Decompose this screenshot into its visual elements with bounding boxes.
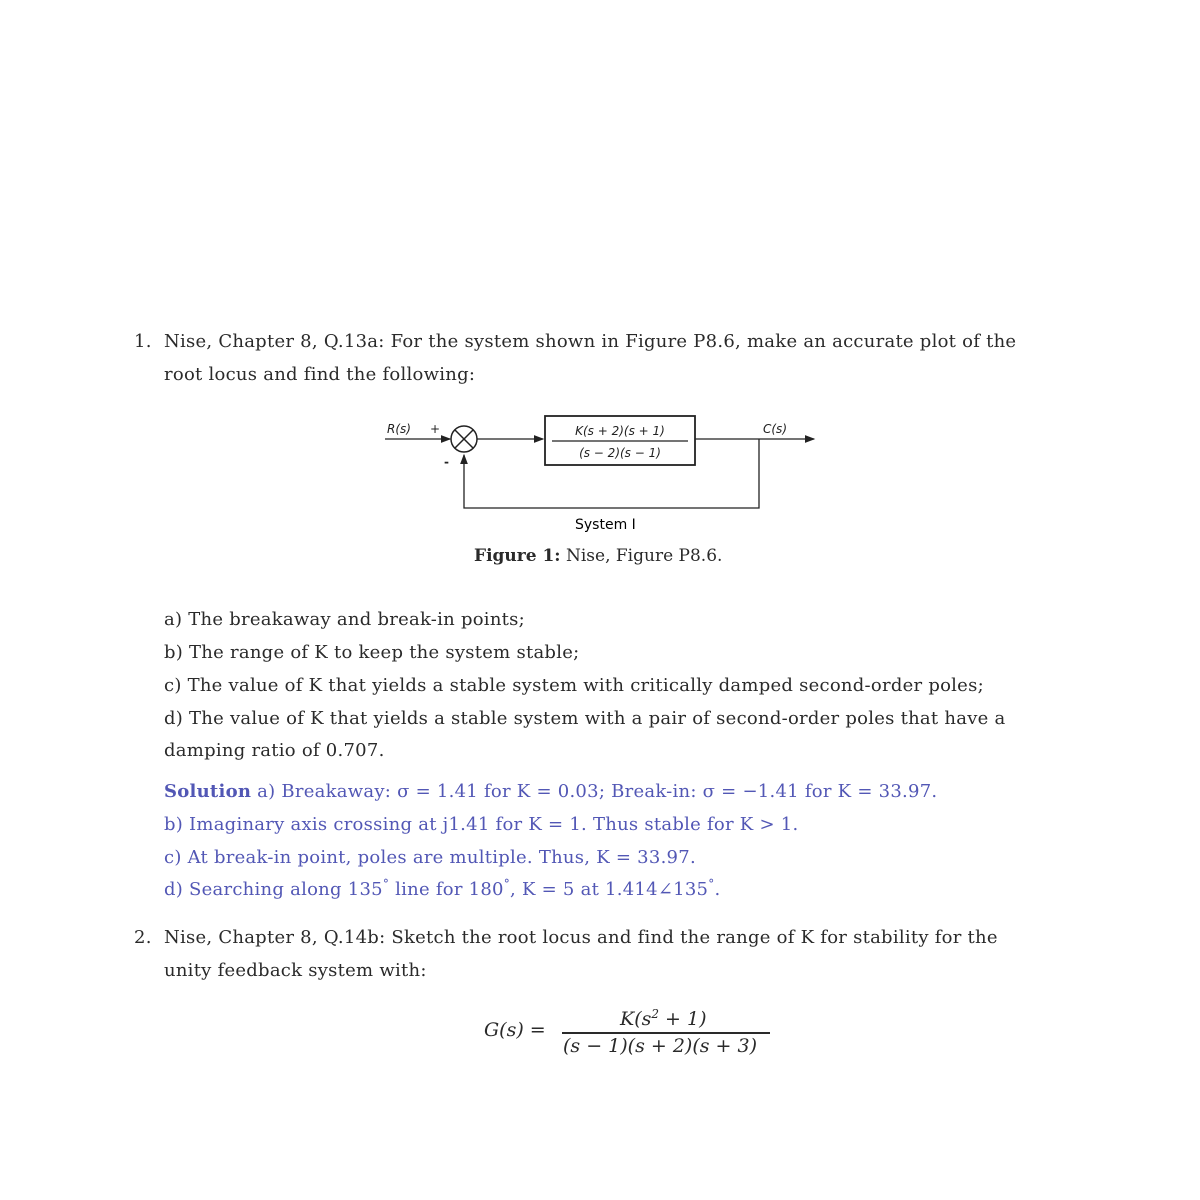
numerator-exponent: 2 <box>651 1007 659 1021</box>
solution-d-mid: line for 180 <box>389 879 504 900</box>
numerator-post: + 1) <box>659 1008 707 1030</box>
figure-caption <box>474 546 722 566</box>
q1-number: 1. <box>134 331 152 352</box>
degree-sign: ° <box>503 877 511 891</box>
r-label: R(s) <box>387 422 411 436</box>
part-d-line1: d) The value of K that yields a stable system with a pair of second-order poles that have a <box>164 708 1006 729</box>
block-numerator: K(s + 2)(s + 1) <box>575 424 665 438</box>
c-label: C(s) <box>763 422 787 436</box>
solution-d-pre: d) Searching along 135 <box>164 879 383 900</box>
plus-sign: + <box>430 422 441 436</box>
q2-number: 2. <box>134 927 152 948</box>
block-diagram <box>380 408 830 538</box>
solution-a: a) Breakaway: σ = 1.41 for K = 0.03; Break-in: σ = −1.41 for K = 33.97. <box>257 781 938 802</box>
figure-caption-label: Figure 1: <box>474 546 561 566</box>
solution-a-line <box>164 781 937 802</box>
degree-sign: ° <box>708 877 715 891</box>
solution-d <box>164 879 721 900</box>
q1-text-line1: Nise, Chapter 8, Q.13a: For the system shown in Figure P8.6, make an accurate plot of the <box>164 331 1017 352</box>
solution-c: c) At break-in point, poles are multiple. Thus, K = 33.97. <box>164 847 696 868</box>
part-a: a) The breakaway and break-in points; <box>164 609 525 630</box>
part-c: c) The value of K that yields a stable system with critically damped second-order poles; <box>164 675 984 696</box>
summing-junction-icon <box>451 426 477 452</box>
q1-text-line2: root locus and find the following: <box>164 364 476 385</box>
q2-text-line2: unity feedback system with: <box>164 960 427 981</box>
solution-d-post: , K = 5 at 1.414∠135 <box>510 879 709 900</box>
numerator-pre: K(s <box>620 1008 652 1030</box>
degree-sign: ° <box>382 877 390 891</box>
minus-sign: - <box>444 455 449 469</box>
equation-denominator: (s − 1)(s + 2)(s + 3) <box>563 1035 757 1057</box>
part-b: b) The range of K to keep the system stable; <box>164 642 580 663</box>
part-d-line2: damping ratio of 0.707. <box>164 740 385 761</box>
system-label: System I <box>575 517 636 533</box>
fraction-bar <box>562 1032 770 1034</box>
equation-numerator <box>620 1008 707 1030</box>
solution-b: b) Imaginary axis crossing at j1.41 for K = 1. Thus stable for K > 1. <box>164 814 799 835</box>
q2-text-line1: Nise, Chapter 8, Q.14b: Sketch the root locus and find the range of K for stability for the <box>164 927 998 948</box>
solution-d-end: . <box>714 879 721 900</box>
block-denominator: (s − 2)(s − 1) <box>579 446 661 460</box>
figure-caption-text: Nise, Figure P8.6. <box>565 546 723 566</box>
equation-lhs: G(s) = <box>484 1019 546 1041</box>
solution-label: Solution <box>164 781 252 802</box>
